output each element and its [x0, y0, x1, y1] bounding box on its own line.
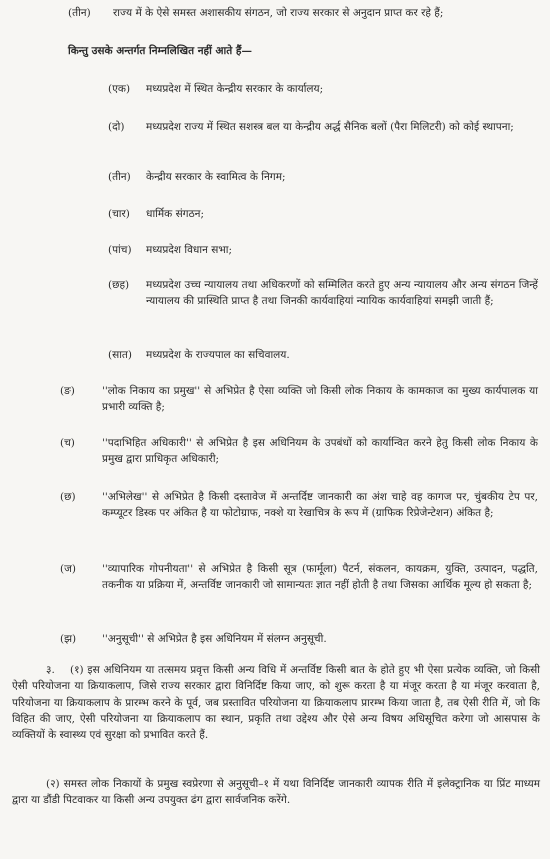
section-3-subsection-1: [12, 662, 540, 743]
item-label: (चार): [108, 208, 130, 220]
definition-text: ''अभिलेख'' से अभिप्रेत है किसी दस्तावेज में अन्तर्दिष्ट जानकारी का अंश चाहे वह कागज पर, चुंबकीय टेप पर, कम्प्यूटर डिस्क पर अंकित है या फोटोग्राफ, नक्शे या रेखाचित्र के रूप में (ग्राफिक रिप्रेजेन्टेशन) अंकित है;: [102, 491, 538, 519]
item-text: मध्यप्रदेश विधान सभा;: [146, 244, 232, 256]
definition-label: (ङ): [60, 385, 75, 397]
item-label: (एक): [108, 83, 131, 95]
item-label: (दो): [108, 121, 125, 133]
subsection-label: (१): [69, 664, 84, 676]
subsection-text: इस अधिनियम या तत्समय प्रवृत्त किसी अन्य विधि में अन्तर्विष्ट किसी बात के होते हुए भी ऐसा प्रत्येक व्यक्ति, जो किसी ऐसी परियोजना या क्रियाकलाप, जिसे राज्य सरकार द्वारा विनिर्दिष्ट किया जाए, को शुरू करता है या मंजूर करता है या मंजूर करवाता है, परियोजना या क्रियाकलाप के प्रारम्भ करने के पूर्व, जब प्रस्तावित परियोजना या क्रियाकलाप प्रारम्भ किया जाता है, तब ऐसी रीति में, जो कि विहित की जाए, ऐसी परियोजना या क्रियाकलाप का स्थान, प्रकृति तथा उद्देश्य और ऐसे अन्य विषय अधिसूचित करेगा जो आसपास के व्यक्तियों के स्वास्थ्य एवं सुरक्षा को प्रभावित करते हैं.: [12, 664, 540, 742]
clause-label: (तीन): [68, 7, 91, 19]
subsection-text: समस्त लोक निकायों के प्रमुख स्वप्रेरणा से अनुसूची–१ में यथा विनिर्दिष्ट जानकारी व्यापक रीति में इलेक्ट्रानिक या प्रिंट माध्यम द्वारा या डौंडी पिटवाकर या किसी अन्य उपयुक्त ढंग द्वारा सार्वजनिक करेंगे.: [12, 778, 540, 807]
item-label: (सात): [108, 349, 132, 361]
definition-text: ''पदाभिहित अधिकारी'' से अभिप्रेत है इस अधिनियम के उपबंधों को कार्यान्वित करने हेतु किसी लोक निकाय के प्रमुख द्वारा प्राधिकृत अधिकारी;: [102, 437, 538, 465]
item-label: (छह): [108, 279, 130, 291]
definition-label: (झ): [60, 633, 77, 645]
item-text: धार्मिक संगठन;: [146, 208, 205, 220]
item-text: केन्द्रीय सरकार के स्वामित्व के निगम;: [146, 171, 286, 183]
item-label: (तीन): [108, 171, 131, 183]
item-text: मध्यप्रदेश में स्थित केन्द्रीय सरकार के कार्यालय;: [146, 83, 324, 95]
definition-label: (च): [60, 437, 75, 449]
item-label: (पांच): [108, 244, 132, 256]
definition-text: ''व्यापारिक गोपनीयता'' से अभिप्रेत है किसी सूत्र (फार्मूला) पैटर्न, संकलन, कायक्रम, युक्ति, उत्पादन, पद्धति, तकनीक या प्रक्रिया में, अन्तर्विष्ट जानकारी जो सामान्यतः ज्ञात नहीं होती है तथा जिसका आर्थिक मूल्य हो सकता है;: [102, 563, 538, 591]
definition-label: (छ): [60, 491, 76, 503]
subsection-label: (२): [46, 778, 60, 790]
section-number: ३.: [46, 664, 55, 676]
exclusion-heading: किन्तु उसके अन्तर्गत निम्नलिखित नहीं आते हैं—: [68, 45, 252, 57]
clause-text: राज्य में के ऐसे समस्त अशासकीय संगठन, जो राज्य सरकार से अनुदान प्राप्त कर रहे हैं;: [113, 7, 444, 19]
definition-label: (ज): [60, 563, 76, 575]
section-3: [12, 662, 540, 743]
subsection-2-body: [12, 776, 540, 809]
item-text: मध्यप्रदेश उच्च न्यायालय तथा अधिकरणों को सम्मिलित करते हुए अन्य न्यायालय और अन्य संगठन जिन्हें न्यायालय की प्रास्थिति प्राप्त है तथा जिनकी कार्यवाहियां न्यायिक कार्यवाहियां समझी जाती हैं;: [146, 279, 538, 307]
section-3-subsection-2: [12, 776, 540, 809]
definition-text: ''अनुसूची'' से अभिप्रेत है इस अधिनियम में संलग्न अनुसूची.: [102, 633, 327, 645]
item-text: मध्यप्रदेश राज्य में स्थित सशस्त्र बल या केन्द्रीय अर्द्ध सैनिक बलों (पैरा मिलिटरी) को कोई स्थापना;: [146, 121, 514, 133]
item-text: मध्यप्रदेश के राज्यपाल का सचिवालय.: [146, 349, 290, 361]
definition-text: ''लोक निकाय का प्रमुख'' से अभिप्रेत है ऐसा व्यक्ति जो किसी लोक निकाय के कामकाज का मुख्य कार्यपालक या प्रभारी व्यक्ति है;: [102, 385, 538, 413]
